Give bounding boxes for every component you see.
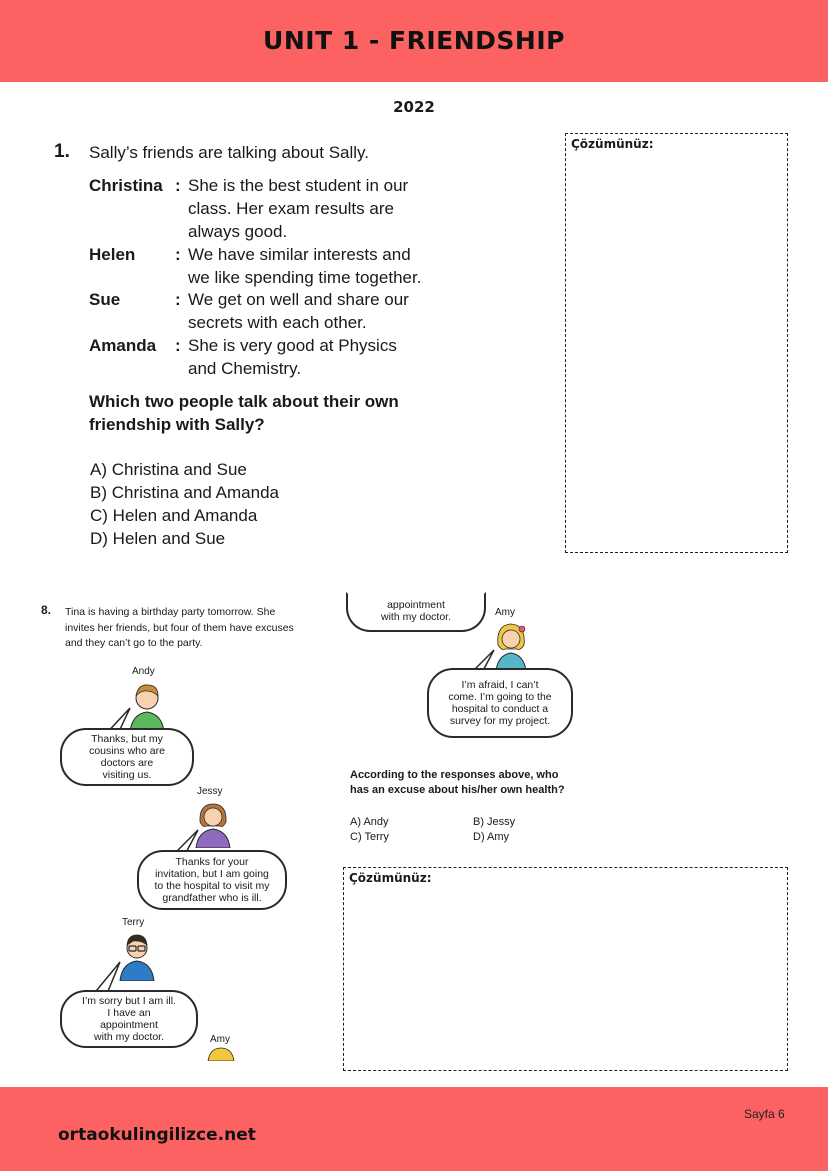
terry-bubble-fragment bbox=[346, 592, 486, 632]
dialog-line: we like spending time together. bbox=[188, 268, 422, 287]
q1-option-c[interactable]: C) Helen and Amanda bbox=[90, 506, 258, 525]
amy-figure-partial bbox=[206, 1046, 236, 1061]
prompt-line: According to the responses above, who bbox=[350, 769, 559, 781]
question-1-prompt bbox=[89, 390, 429, 436]
colon: : bbox=[175, 245, 181, 264]
prompt-line: has an excuse about his/her own health? bbox=[350, 784, 565, 796]
page-title: UNIT 1 - FRIENDSHIP bbox=[263, 25, 565, 55]
answer-label: Çözümünüz: bbox=[349, 871, 432, 885]
question-1-number: 1. bbox=[54, 141, 70, 162]
colon: : bbox=[175, 290, 181, 309]
bubble-text: I’m sorry but I am ill. I have an appointment with my doctor. bbox=[82, 995, 176, 1043]
name-terry: Terry bbox=[122, 917, 145, 928]
dialog-line: We have similar interests and bbox=[188, 245, 411, 264]
dialog-line: She is very good at Physics bbox=[188, 336, 397, 355]
bubble-text: Thanks for your invitation, but I am going to the hospital to visit my grandfather who is ill. bbox=[154, 856, 270, 904]
q8-option-b[interactable]: B) Jessy bbox=[473, 816, 516, 828]
question-8-number: 8. bbox=[41, 603, 52, 617]
dialog-line: We get on well and share our bbox=[188, 290, 409, 309]
dialog-line: always good. bbox=[188, 222, 288, 241]
speaker-name: Sue bbox=[89, 290, 121, 309]
dialog-line: secrets with each other. bbox=[188, 313, 367, 332]
q1-option-d[interactable]: D) Helen and Sue bbox=[90, 529, 226, 548]
colon: : bbox=[175, 336, 181, 355]
speaker-name: Helen bbox=[89, 245, 136, 264]
name-andy: Andy bbox=[132, 666, 155, 677]
q8-option-a[interactable]: A) Andy bbox=[350, 816, 389, 828]
q1-option-a[interactable]: A) Christina and Sue bbox=[90, 460, 247, 479]
bubble-text: appointment with my doctor. bbox=[380, 599, 452, 623]
answer-label: Çözümünüz: bbox=[571, 137, 654, 151]
answer-box-1[interactable] bbox=[565, 133, 788, 553]
colon: : bbox=[175, 176, 181, 195]
bubble-text: Thanks, but my cousins who are doctors are visiting us. bbox=[89, 733, 165, 781]
name-jessy: Jessy bbox=[197, 786, 223, 797]
year-heading: 2022 bbox=[393, 98, 435, 116]
amy-speech-bubble bbox=[427, 668, 573, 738]
dialog-line: class. Her exam results are bbox=[188, 199, 394, 218]
q8-option-d[interactable]: D) Amy bbox=[473, 831, 510, 843]
header-bar bbox=[0, 0, 828, 82]
question-1-stem: Sally’s friends are talking about Sally. bbox=[89, 143, 370, 162]
question-8-stem: Tina is having a birthday party tomorrow. She invites her friends, but four of them have excuses and they can’t go to the party. bbox=[65, 606, 294, 649]
dialog-line: and Chemistry. bbox=[188, 359, 302, 378]
bubble-text: I’m afraid, I can’t come. I’m going to the hospital to conduct a survey for my project. bbox=[448, 679, 552, 727]
q8-option-c[interactable]: C) Terry bbox=[350, 831, 389, 843]
answer-box-2[interactable] bbox=[343, 867, 788, 1071]
terry-speech-bubble bbox=[60, 990, 198, 1048]
prompt-line: friendship with Sally? bbox=[89, 415, 265, 434]
question-8-prompt bbox=[350, 768, 590, 798]
dialog-line: She is the best student in our bbox=[188, 176, 409, 195]
prompt-line: Which two people talk about their own bbox=[89, 392, 399, 411]
jessy-speech-bubble bbox=[137, 850, 287, 910]
footer-bar bbox=[0, 1087, 828, 1171]
site-name: ortaokulingilizce.net bbox=[58, 1125, 256, 1145]
andy-speech-bubble bbox=[60, 728, 194, 786]
name-amy-bottom: Amy bbox=[210, 1034, 230, 1045]
q1-option-b[interactable]: B) Christina and Amanda bbox=[90, 483, 279, 502]
name-amy: Amy bbox=[495, 607, 515, 618]
page-number: Sayfa 6 bbox=[744, 1107, 785, 1121]
speaker-name: Amanda bbox=[89, 336, 157, 355]
speaker-name: Christina bbox=[89, 176, 163, 195]
